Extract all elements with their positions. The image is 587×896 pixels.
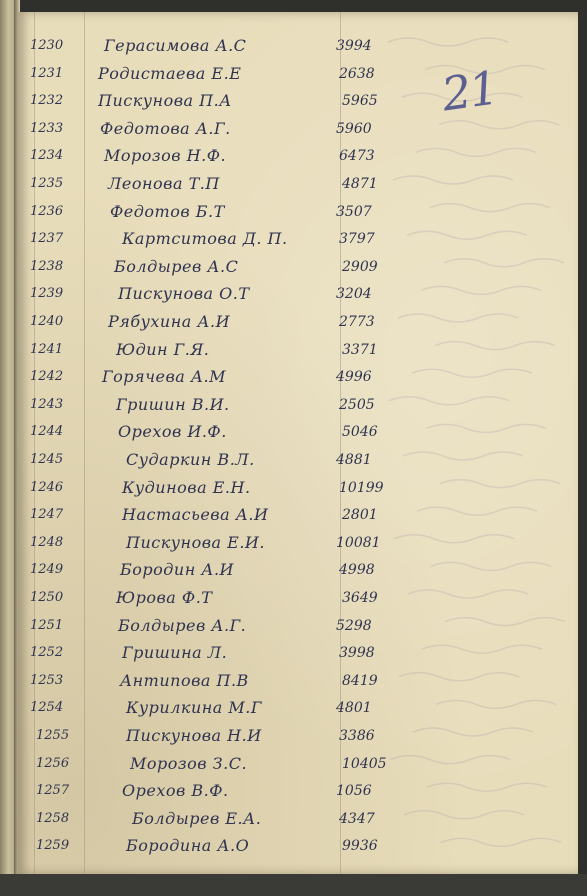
entry-number: 1246: [30, 479, 64, 495]
ledger-row: [18, 284, 578, 314]
entry-name: Морозов З.С.: [130, 753, 248, 773]
entry-name: Юрова Ф.Т: [116, 588, 213, 607]
entry-name: Пискунова Н.И: [126, 726, 262, 745]
entry-number: 1242: [30, 369, 64, 385]
ledger-row: [18, 257, 578, 287]
entry-value: 4996: [336, 369, 372, 386]
ledger-row: [18, 367, 578, 397]
ledger-row: [18, 809, 578, 839]
entry-value: 4998: [339, 562, 375, 579]
entry-number: 1259: [36, 838, 70, 854]
entry-name: Кудинова Е.Н.: [122, 477, 251, 497]
ledger-row: [18, 533, 578, 563]
ledger-row: [18, 450, 578, 480]
entry-name: Горячева А.М: [102, 367, 227, 387]
entry-number: 1247: [30, 507, 64, 523]
entry-name: Пискунова Е.И.: [126, 532, 265, 552]
entry-value: 4801: [336, 700, 372, 717]
ledger-row: [18, 174, 578, 204]
ledger-row: [18, 616, 578, 646]
entry-name: Сударкин В.Л.: [126, 450, 255, 469]
entry-name: Курилкина М.Г: [126, 698, 262, 718]
entry-value: 10081: [336, 534, 381, 551]
entry-number: 1238: [30, 258, 64, 274]
entry-name: Орехов В.Ф.: [122, 781, 229, 801]
entry-number: 1248: [30, 534, 64, 550]
entry-name: Родистаева Е.Е: [98, 63, 242, 83]
entry-value: 2801: [342, 507, 378, 524]
ledger-row: [18, 671, 578, 701]
entry-name: Бородина А.О: [126, 836, 250, 856]
entry-name: Рябухина А.И: [108, 312, 231, 331]
entry-number: 1236: [30, 203, 64, 219]
ledger-row: [18, 64, 578, 94]
entry-value: 9936: [342, 838, 378, 855]
entry-value: 5965: [342, 93, 378, 110]
entry-value: 2773: [339, 314, 375, 330]
entry-number: 1249: [30, 562, 64, 578]
entry-value: 3386: [339, 728, 375, 744]
entry-value: 2505: [339, 396, 375, 413]
entry-number: 1230: [30, 38, 64, 53]
ledger-row: [18, 91, 578, 121]
ledger-row: [18, 202, 578, 232]
ledger-row: [18, 505, 578, 535]
entry-name: Юдин Г.Я.: [116, 339, 210, 359]
ledger-row: [18, 229, 578, 259]
entry-name: Гришина Л.: [122, 643, 228, 663]
entry-name: Антипова П.В: [120, 670, 249, 690]
entry-value: 4881: [336, 452, 372, 468]
entry-name: Пискунова О.Т: [118, 284, 250, 304]
entry-name: Федотова А.Г.: [100, 118, 231, 138]
entry-name: Картситова Д. П.: [122, 229, 288, 249]
entry-number: 1233: [30, 120, 64, 136]
entry-value: 3797: [339, 231, 375, 248]
entry-name: Бородин А.И: [120, 560, 234, 580]
entry-name: Пискунова П.А: [98, 91, 232, 111]
entry-number: 1250: [30, 590, 64, 605]
entry-name: Настасьева А.И: [122, 505, 269, 525]
entry-number: 1257: [36, 783, 70, 799]
entry-number: 1235: [30, 176, 64, 191]
entry-number: 1239: [30, 286, 64, 302]
entry-value: 1056: [336, 783, 372, 800]
entry-name: Болдырев Е.А.: [132, 808, 262, 828]
entry-number: 1252: [30, 645, 64, 661]
entry-number: 1237: [30, 231, 64, 247]
entry-number: 1245: [30, 452, 64, 467]
entry-number: 1254: [30, 700, 64, 716]
entry-value: 5960: [336, 120, 372, 137]
entry-value: 4347: [339, 810, 375, 827]
ledger-row: [18, 36, 578, 66]
ledger-row: [18, 312, 578, 342]
ledger-row: [18, 146, 578, 176]
ledger-row: [18, 395, 578, 425]
entry-number: 1258: [36, 810, 70, 826]
ledger-row: [18, 754, 578, 784]
entry-name: Морозов Н.Ф.: [104, 146, 227, 166]
entry-number: 1234: [30, 148, 64, 164]
entry-number: 1253: [30, 672, 64, 688]
entry-number: 1231: [30, 65, 64, 81]
ledger-row: [18, 119, 578, 149]
entry-value: 3204: [336, 286, 372, 303]
scan-bottom-border: [0, 874, 587, 896]
ledger-row: [18, 698, 578, 728]
entry-number: 1240: [30, 314, 64, 329]
entry-number: 1255: [36, 728, 70, 743]
entry-value: 3998: [339, 645, 375, 662]
entry-value: 5046: [342, 424, 378, 441]
entry-value: 8419: [342, 672, 378, 689]
entry-number: 1243: [30, 396, 64, 412]
entry-value: 10199: [339, 479, 384, 496]
entry-name: Федотов Б.Т: [110, 201, 225, 221]
ledger-row: [18, 588, 578, 618]
entry-value: 3371: [342, 341, 378, 358]
entry-value: 10405: [342, 755, 387, 772]
entry-value: 2909: [342, 258, 378, 275]
previous-page-edge: [0, 0, 14, 896]
entry-name: Леонова Т.П: [108, 174, 220, 193]
entry-number: 1251: [30, 617, 64, 633]
entry-name: Болдырев А.Г.: [118, 615, 247, 635]
entry-name: Орехов И.Ф.: [118, 422, 227, 442]
entry-value: 2638: [339, 65, 375, 82]
entry-value: 6473: [339, 148, 375, 165]
entry-number: 1244: [30, 424, 64, 440]
ledger-row: [18, 422, 578, 452]
entry-number: 1241: [30, 341, 64, 357]
entry-value: 3994: [336, 38, 372, 54]
entry-value: 3649: [342, 590, 378, 606]
entry-number: 1232: [30, 93, 64, 109]
entry-value: 4871: [342, 176, 378, 192]
entry-value: 5298: [336, 617, 372, 634]
folio-number: 21: [438, 60, 501, 122]
ledger-page: [18, 12, 578, 874]
ledger-row: [18, 781, 578, 811]
entry-name: Болдырев А.С: [114, 256, 239, 276]
ledger-row: [18, 560, 578, 590]
ledger-row: [18, 478, 578, 508]
ledger-row: [18, 340, 578, 370]
entry-name: Гришин В.И.: [116, 394, 230, 414]
ledger-row: [18, 643, 578, 673]
ledger-row: [18, 836, 578, 866]
entry-number: 1256: [36, 755, 70, 771]
ledger-row: [18, 726, 578, 756]
entry-value: 3507: [336, 203, 372, 220]
entry-name: Герасимова А.С: [104, 36, 247, 55]
